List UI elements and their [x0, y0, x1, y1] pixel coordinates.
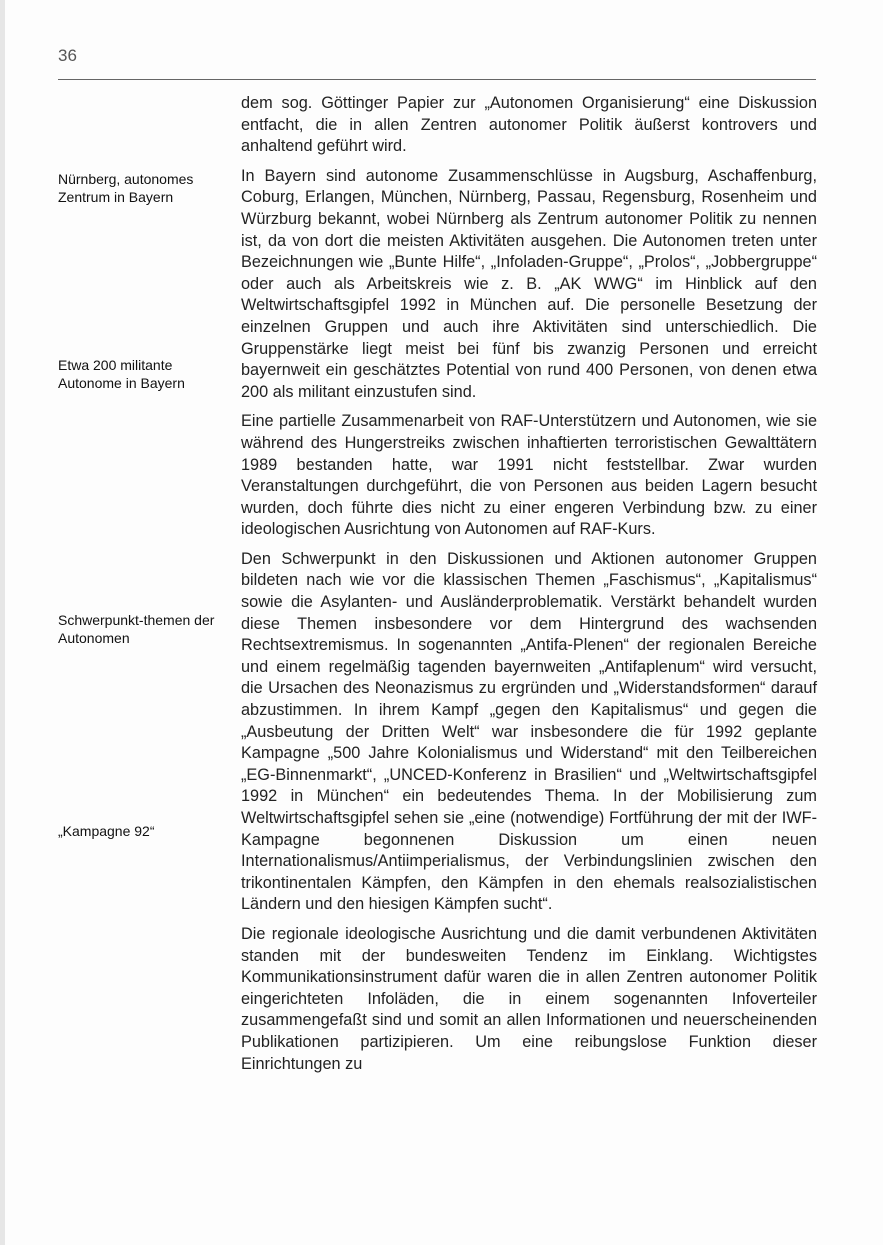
- paragraph: In Bayern sind autonome Zusammenschlüsse in Augsburg, Aschaffenburg, Coburg, Erlangen, München, Nürnberg, Passau, Regensburg, Rosenheim und Würzburg bekannt, wobei Nürnberg als Zentrum autonomer Politik zu nennen ist, da von dort die meisten Aktivitäten ausgehen. Die Autonomen treten unter Bezeichnungen wie „Bunte Hilfe“, „Infoladen-Gruppe“, „Prolos“, „Jobbergruppe“ oder auch als Arbeitskreis wie z. B. „AK WWG“ im Hinblick auf den Weltwirtschaftsgipfel 1992 in München auf. Die personelle Besetzung der einzelnen Gruppen und auch ihre Aktivitäten sind unterschiedlich. Die Gruppenstärke liegt meist bei fünf bis zwanzig Personen und erreicht bayernweit ein geschätztes Potential von rund 400 Personen, von denen etwa 200 als militant einzustufen sind.: [241, 166, 817, 401]
- paragraph: Eine partielle Zusammenarbeit von RAF-Unterstützern und Autonomen, wie sie während des Hungerstreiks zwischen inhaftierten terroristischen Gewalttätern 1989 bestanden hatte, war 1991 nicht feststellbar. Zwar wurden Veranstaltungen durchgeführt, die von Personen aus beiden Lagern besucht wurden, doch führte dies nicht zu einer engeren Verbindung bzw. zu einer ideologischen Ausrichtung von Autonomen auf RAF-Kurs.: [241, 412, 817, 539]
- margin-note-schwerpunktthemen: Schwerpunkt-themen der Autonomen: [58, 612, 215, 646]
- body-text-column: [241, 93, 817, 1083]
- margin-note-kampagne: „Kampagne 92“: [58, 823, 155, 839]
- paragraph: Die regionale ideologische Ausrichtung und die damit verbundenen Aktivitäten standen mit der bundesweiten Tendenz im Einklang. Wichtigstes Kommunikationsinstrument dafür waren die in allen Zentren autonomer Politik eingerichteten Infoläden, die in einem sogenannten Infoverteiler zusammengefaßt sind und somit an allen Informationen und neuerscheinenden Publikationen partizipieren. Um eine reibungslose Funktion dieser Einrichtungen zu: [241, 924, 817, 1073]
- margin-note-militante: Etwa 200 militante Autonome in Bayern: [58, 357, 185, 391]
- paragraph: dem sog. Göttinger Papier zur „Autonomen Organisierung“ eine Diskussion entfacht, die in allen Zentren autonomer Politik äußerst kontrovers und anhaltend geführt wird.: [241, 94, 817, 156]
- page-number: 36: [58, 46, 77, 65]
- header-rule: [58, 79, 816, 80]
- margin-note-nuernberg: Nürnberg, autonomes Zentrum in Bayern: [58, 171, 194, 205]
- paragraph: Den Schwerpunkt in den Diskussionen und Aktionen autonomer Gruppen bildeten nach wie vor die klassischen Themen „Faschismus“, „Kapitalismus“ sowie die Asylanten- und Ausländerproblematik. Verstärkt behandelt wurden diese Themen insbesondere vor dem Hintergrund des wachsenden Rechtsextremismus. In sogenannten „Antifa-Plenen“ der regionalen Bereiche und einem regelmäßig tagenden bayernweiten „Antifaplenum“ wird versucht, die Ursachen des Neonazismus zu ergründen und „Widerstandsformen“ darauf abzustimmen. In ihrem Kampf „gegen den Kapitalismus“ und gegen die „Ausbeutung der Dritten Welt“ war insbesondere die für 1992 geplante Kampagne „500 Jahre Kolonialismus und Widerstand“ mit den Teilbereichen „EG-Binnenmarkt“, „UNCED-Konferenz in Brasilien“ und „Weltwirtschaftsgipfel 1992 in München“ ein bedeutendes Thema. In der Mobilisierung zum Weltwirtschaftsgipfel sehen sie „eine (notwendige) Fortführung der mit der IWF-Kampagne begonnenen Diskussion um einen neuen Internationalismus/Antiimperialismus, der Verbindungslinien zwischen den trikontinentalen Kämpfen, den Kämpfen in den ehemals realsozialistischen Ländern und den hiesigen Kämpfen sucht“.: [241, 549, 817, 914]
- page-edge-shadow: [0, 0, 5, 1245]
